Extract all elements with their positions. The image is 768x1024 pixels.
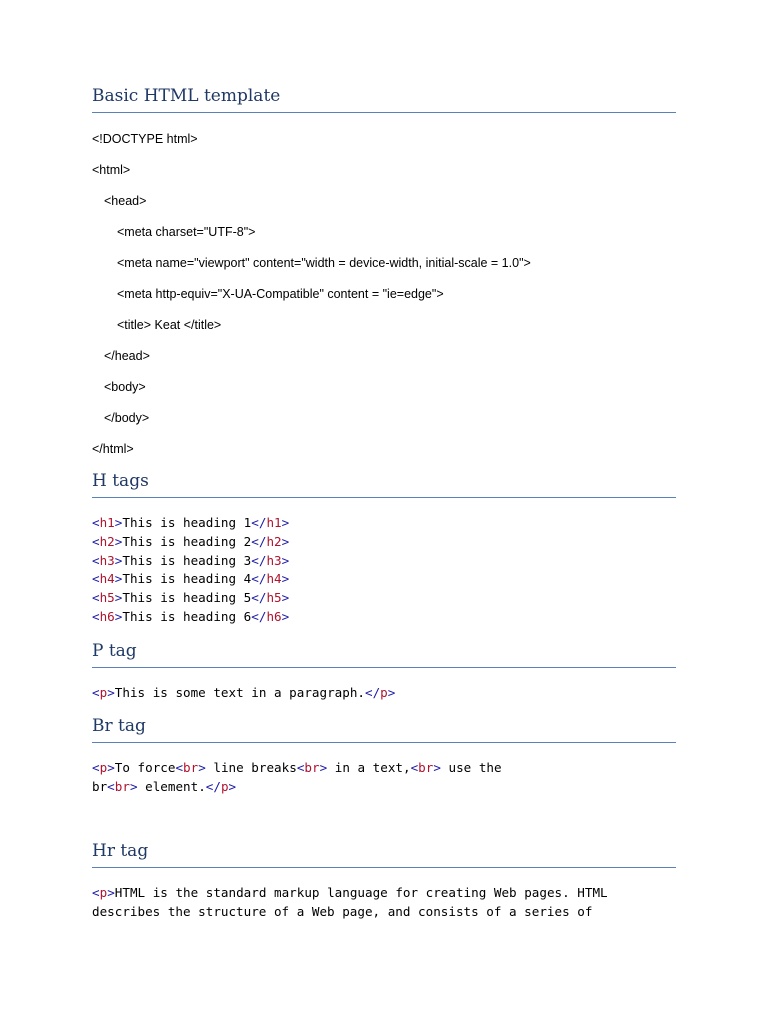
template-line-title: <title> Keat </title>: [117, 318, 222, 332]
template-line-body-open: <body>: [104, 380, 146, 394]
code-line-br-1: <p>To force<br> line breaks<br> in a text,<br> use the: [92, 760, 502, 775]
section-heading-h-tags: H tags: [92, 471, 676, 498]
template-line-body-close: </body>: [104, 411, 150, 425]
template-line-head-open: <head>: [104, 194, 147, 208]
template-line-meta-viewport: <meta name="viewport" content="width = device-width, initial-scale = 1.0">: [117, 256, 531, 270]
code-line-h1: <h1>This is heading 1</h1>: [92, 515, 290, 530]
code-line-h4: <h4>This is heading 4</h4>: [92, 571, 290, 586]
section-heading-br-tag: Br tag: [92, 716, 676, 743]
code-line-h6: <h6>This is heading 6</h6>: [92, 609, 290, 624]
template-line-html-open: <html>: [92, 163, 131, 177]
code-line-h2: <h2>This is heading 2</h2>: [92, 534, 290, 549]
template-line-meta-charset: <meta charset="UTF-8">: [117, 225, 256, 239]
section-heading-p-tag: P tag: [92, 641, 676, 668]
code-line-h3: <h3>This is heading 3</h3>: [92, 553, 290, 568]
code-line-hr-2: describes the structure of a Web page, and consists of a series of: [92, 904, 593, 919]
code-line-p: <p>This is some text in a paragraph.</p>: [92, 685, 396, 700]
template-line-head-close: </head>: [104, 349, 150, 363]
code-line-h5: <h5>This is heading 5</h5>: [92, 590, 290, 605]
section-heading-basic-template: Basic HTML template: [92, 86, 676, 113]
code-line-br-2: br<br> element.</p>: [92, 779, 237, 794]
section-heading-hr-tag: Hr tag: [92, 841, 676, 868]
template-line-doctype: <!DOCTYPE html>: [92, 132, 198, 146]
template-line-meta-compat: <meta http-equiv="X-UA-Compatible" content = "ie=edge">: [117, 287, 444, 301]
code-line-hr-1: <p>HTML is the standard markup language for creating Web pages. HTML: [92, 885, 608, 900]
template-line-html-close: </html>: [92, 442, 134, 456]
